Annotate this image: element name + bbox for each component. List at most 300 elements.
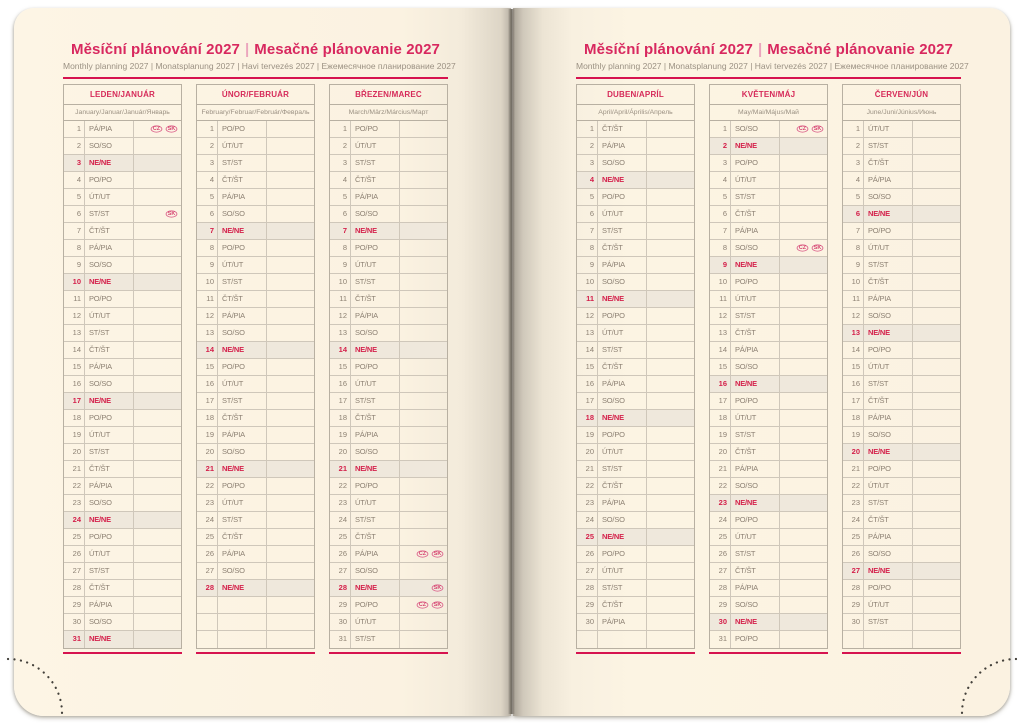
day-number-cell: 12 (710, 308, 731, 324)
notes-cell (780, 495, 827, 511)
day-row (843, 461, 960, 478)
day-row (197, 444, 314, 461)
day-name-cell: SO/SO (731, 121, 780, 137)
day-row (710, 308, 827, 325)
day-number-cell: 10 (843, 274, 864, 290)
day-name-cell: PÁ/PIA (598, 614, 647, 630)
day-number-cell: 28 (64, 580, 85, 596)
day-row (64, 206, 181, 223)
day-number-cell: 16 (577, 376, 598, 392)
day-number-cell: 8 (710, 240, 731, 256)
day-row (197, 495, 314, 512)
day-row (64, 172, 181, 189)
notes-cell (913, 614, 960, 630)
day-name-cell: ČT/ŠT (218, 291, 267, 307)
day-name-cell: SO/SO (85, 376, 134, 392)
day-name-cell: NE/NE (85, 155, 134, 171)
notes-cell (400, 393, 447, 409)
day-name-cell: NE/NE (598, 410, 647, 426)
notes-cell (400, 546, 447, 562)
day-name-cell: ST/ST (731, 308, 780, 324)
day-number-cell: 21 (577, 461, 598, 477)
title-rule (63, 77, 448, 79)
month-column (329, 84, 448, 654)
day-name-cell: ÚT/UT (351, 614, 400, 630)
notes-cell (913, 376, 960, 392)
day-row (843, 393, 960, 410)
notes-cell (913, 393, 960, 409)
day-row (710, 410, 827, 427)
day-number-cell: 22 (577, 478, 598, 494)
notes-cell (400, 172, 447, 188)
notes-cell (400, 274, 447, 290)
notes-cell (134, 614, 181, 630)
day-number-cell: 20 (577, 444, 598, 460)
notes-cell (134, 155, 181, 171)
notes-cell (780, 512, 827, 528)
day-name-cell: PO/PO (351, 478, 400, 494)
day-name-cell: ÚT/UT (351, 257, 400, 273)
day-number-cell: 24 (197, 512, 218, 528)
day-number-cell: 11 (577, 291, 598, 307)
day-name-cell: PO/PO (351, 121, 400, 137)
day-number-cell: 21 (843, 461, 864, 477)
day-name-cell: SO/SO (864, 308, 913, 324)
day-number-cell: 7 (577, 223, 598, 239)
day-row (330, 495, 447, 512)
day-name-cell: SO/SO (731, 359, 780, 375)
day-name-cell: ČT/ŠT (85, 342, 134, 358)
day-name-cell: ÚT/UT (864, 597, 913, 613)
day-name-cell: SO/SO (85, 495, 134, 511)
day-number-cell: 12 (197, 308, 218, 324)
day-name-cell: NE/NE (218, 223, 267, 239)
month-languages: May/Mai/Május/Май (710, 105, 827, 121)
notes-cell (134, 563, 181, 579)
notes-cell (267, 359, 314, 375)
notes-cell (267, 478, 314, 494)
day-row (577, 308, 694, 325)
day-name-cell: PÁ/PIA (85, 240, 134, 256)
day-row (843, 121, 960, 138)
day-name-cell: PO/PO (85, 410, 134, 426)
day-name-cell: ÚT/UT (218, 138, 267, 154)
day-number-cell: 4 (843, 172, 864, 188)
notes-cell (400, 512, 447, 528)
notes-cell (134, 444, 181, 460)
day-row (577, 580, 694, 597)
day-name-cell: ST/ST (351, 512, 400, 528)
notes-cell (134, 376, 181, 392)
notes-cell (913, 478, 960, 494)
notes-cell (134, 597, 181, 613)
notes-cell (134, 172, 181, 188)
day-row (843, 444, 960, 461)
day-number-cell: 23 (710, 495, 731, 511)
day-name-cell: PO/PO (218, 240, 267, 256)
notes-cell (913, 444, 960, 460)
day-row (843, 580, 960, 597)
day-row (843, 257, 960, 274)
day-number-cell: 22 (710, 478, 731, 494)
day-name-cell: ÚT/UT (351, 138, 400, 154)
month-footer-rule (63, 652, 182, 654)
notes-cell (647, 359, 694, 375)
day-name-cell: ČT/ŠT (864, 155, 913, 171)
day-name-cell: SO/SO (218, 563, 267, 579)
holiday-badge-sk-icon: SK (812, 125, 824, 132)
day-name-cell: ČT/ŠT (85, 580, 134, 596)
left-page-content (63, 8, 456, 654)
notes-cell (913, 121, 960, 137)
day-number-cell: 16 (710, 376, 731, 392)
notes-cell (134, 580, 181, 596)
day-row (197, 478, 314, 495)
day-row (710, 512, 827, 529)
notes-cell (780, 546, 827, 562)
notes-cell (913, 206, 960, 222)
day-number-cell: 26 (710, 546, 731, 562)
day-row (710, 274, 827, 291)
day-name-cell: SO/SO (351, 325, 400, 341)
notes-cell (400, 614, 447, 630)
day-row (64, 495, 181, 512)
day-row (197, 325, 314, 342)
day-name-cell: ST/ST (218, 155, 267, 171)
notes-cell (267, 257, 314, 273)
day-number-cell: 20 (330, 444, 351, 460)
day-row (330, 512, 447, 529)
day-name-cell: ST/ST (864, 495, 913, 511)
day-number-cell: 30 (710, 614, 731, 630)
notes-cell (647, 155, 694, 171)
day-name-cell: PÁ/PIA (218, 189, 267, 205)
notes-cell (134, 240, 181, 256)
day-row (577, 172, 694, 189)
notes-cell (780, 172, 827, 188)
day-row (330, 206, 447, 223)
notes-cell (647, 240, 694, 256)
day-number-cell: 27 (197, 563, 218, 579)
notes-cell (400, 291, 447, 307)
day-row (197, 376, 314, 393)
notes-cell (913, 546, 960, 562)
notes-cell (647, 631, 694, 648)
day-row (577, 257, 694, 274)
notes-cell (647, 478, 694, 494)
day-name-cell: PÁ/PIA (85, 478, 134, 494)
day-name-cell: ÚT/UT (218, 376, 267, 392)
notes-cell (267, 393, 314, 409)
day-name-cell: PÁ/PIA (351, 308, 400, 324)
day-row (64, 410, 181, 427)
day-name-cell: ČT/ŠT (351, 529, 400, 545)
day-number-cell: 4 (710, 172, 731, 188)
day-name-cell: PÁ/PIA (598, 257, 647, 273)
day-number-cell: 14 (330, 342, 351, 358)
day-number-cell: 10 (197, 274, 218, 290)
day-number-cell: 11 (197, 291, 218, 307)
day-number-cell: 27 (710, 563, 731, 579)
notes-cell (913, 529, 960, 545)
day-row (843, 529, 960, 546)
day-name-cell: ST/ST (864, 257, 913, 273)
notes-cell (647, 393, 694, 409)
left-page-months (63, 84, 448, 654)
notes-cell (780, 597, 827, 613)
notes-cell (780, 376, 827, 392)
day-row (330, 444, 447, 461)
day-name-cell: ST/ST (598, 342, 647, 358)
day-name-cell: ČT/ŠT (218, 529, 267, 545)
day-number-cell: 8 (197, 240, 218, 256)
page-subtitle: Monthly planning 2027 | Monatsplanung 2027 | Havi tervezés 2027 | Ежемесячное планирование 2027 (576, 61, 969, 71)
day-name-cell: PO/PO (598, 427, 647, 443)
day-row (710, 546, 827, 563)
day-name-cell: ST/ST (218, 393, 267, 409)
day-number-cell: 18 (843, 410, 864, 426)
notes-cell (647, 563, 694, 579)
day-number-cell: 1 (197, 121, 218, 137)
notes-cell (647, 461, 694, 477)
empty-row (577, 631, 694, 648)
right-page-content (576, 8, 969, 654)
day-number-cell: 26 (330, 546, 351, 562)
day-row (843, 223, 960, 240)
day-name-cell: ST/ST (351, 393, 400, 409)
day-row (843, 325, 960, 342)
day-number-cell: 15 (197, 359, 218, 375)
day-row (577, 223, 694, 240)
day-row (710, 597, 827, 614)
month-column (63, 84, 182, 654)
notes-cell (267, 342, 314, 358)
day-name-cell: ČT/ŠT (598, 240, 647, 256)
day-name-cell: NE/NE (218, 461, 267, 477)
notes-cell (647, 529, 694, 545)
day-name-cell: ÚT/UT (598, 325, 647, 341)
holiday-badge-cz-icon: CZ (151, 125, 163, 132)
day-name-cell: ST/ST (731, 427, 780, 443)
day-number-cell: 25 (330, 529, 351, 545)
notes-cell (913, 138, 960, 154)
month-table (329, 84, 448, 649)
notes-cell (400, 563, 447, 579)
day-name-cell: PO/PO (864, 580, 913, 596)
day-name-cell: PÁ/PIA (85, 359, 134, 375)
notes-cell (647, 121, 694, 137)
notes-cell (647, 342, 694, 358)
day-number-cell: 2 (330, 138, 351, 154)
day-number-cell: 28 (710, 580, 731, 596)
notes-cell (647, 274, 694, 290)
day-name-cell: PO/PO (218, 478, 267, 494)
day-row (577, 597, 694, 614)
day-name-cell: SO/SO (731, 478, 780, 494)
day-name-cell: PO/PO (731, 155, 780, 171)
notes-cell (913, 359, 960, 375)
day-name-cell: ČT/ŠT (85, 223, 134, 239)
day-row (843, 155, 960, 172)
notes-cell (913, 155, 960, 171)
month-column (709, 84, 828, 654)
day-number-cell: 5 (330, 189, 351, 205)
holiday-badge-sk-icon: SK (432, 550, 444, 557)
day-number-cell: 7 (64, 223, 85, 239)
month-footer-rule (576, 652, 695, 654)
day-number-cell: 14 (64, 342, 85, 358)
day-row (64, 359, 181, 376)
notes-cell (647, 172, 694, 188)
day-number-cell (843, 631, 864, 648)
page-title (576, 41, 961, 58)
day-name-cell: SO/SO (598, 512, 647, 528)
notes-cell (134, 529, 181, 545)
day-name-cell: ČT/ŠT (598, 478, 647, 494)
page-title-czech: Měsíční plánování 2027 (71, 41, 240, 58)
day-name-cell: SO/SO (731, 597, 780, 613)
day-row (710, 495, 827, 512)
notes-cell (134, 206, 181, 222)
holiday-badge-sk-icon: SK (432, 601, 444, 608)
notes-cell (913, 240, 960, 256)
day-row (330, 376, 447, 393)
day-name-cell: PO/PO (731, 274, 780, 290)
notes-cell (913, 291, 960, 307)
day-number-cell: 21 (197, 461, 218, 477)
day-number-cell: 16 (330, 376, 351, 392)
day-row (330, 529, 447, 546)
day-number-cell: 2 (843, 138, 864, 154)
notes-cell (780, 155, 827, 171)
day-row (710, 614, 827, 631)
day-row (710, 461, 827, 478)
day-number-cell: 17 (710, 393, 731, 409)
day-number-cell: 26 (197, 546, 218, 562)
page-title-slovak: Mesačné plánovanie 2027 (767, 41, 953, 58)
day-number-cell: 23 (64, 495, 85, 511)
holiday-badge-sk-icon: SK (812, 244, 824, 251)
day-name-cell: ČT/ŠT (598, 359, 647, 375)
notes-cell (134, 478, 181, 494)
notes-cell (400, 461, 447, 477)
day-name-cell: NE/NE (864, 206, 913, 222)
day-row (330, 631, 447, 648)
day-row (577, 427, 694, 444)
day-row (577, 614, 694, 631)
notes-cell (400, 529, 447, 545)
day-row (197, 427, 314, 444)
notes-cell (267, 614, 314, 630)
day-name-cell: NE/NE (731, 495, 780, 511)
empty-row (843, 631, 960, 648)
day-row (577, 189, 694, 206)
day-name-cell: SO/SO (351, 563, 400, 579)
day-number-cell: 1 (64, 121, 85, 137)
day-number-cell: 21 (330, 461, 351, 477)
day-number-cell: 10 (710, 274, 731, 290)
day-number-cell: 12 (843, 308, 864, 324)
notes-cell (647, 512, 694, 528)
day-row (197, 546, 314, 563)
notes-cell (267, 495, 314, 511)
day-name-cell: ÚT/UT (598, 563, 647, 579)
day-name-cell: PÁ/PIA (351, 427, 400, 443)
notes-cell (134, 325, 181, 341)
notes-cell (780, 444, 827, 460)
notes-cell (134, 631, 181, 648)
day-row (64, 461, 181, 478)
day-name-cell: ST/ST (218, 512, 267, 528)
notes-cell (913, 580, 960, 596)
day-number-cell: 7 (843, 223, 864, 239)
notes-cell (647, 580, 694, 596)
right-page-months (576, 84, 961, 654)
day-row (710, 563, 827, 580)
day-name-cell: ÚT/UT (85, 189, 134, 205)
day-name-cell: PO/PO (218, 121, 267, 137)
day-number-cell: 2 (64, 138, 85, 154)
notes-cell (780, 529, 827, 545)
day-row (64, 274, 181, 291)
holiday-badge-cz-icon: CZ (797, 125, 809, 132)
day-number-cell: 14 (577, 342, 598, 358)
day-row (64, 155, 181, 172)
day-row (330, 580, 447, 597)
notes-cell (400, 155, 447, 171)
notes-cell (267, 274, 314, 290)
day-number-cell: 30 (64, 614, 85, 630)
day-number-cell: 9 (330, 257, 351, 273)
day-row (330, 172, 447, 189)
day-number-cell: 11 (330, 291, 351, 307)
day-row (330, 546, 447, 563)
day-row (64, 529, 181, 546)
day-number-cell: 20 (843, 444, 864, 460)
day-row (843, 274, 960, 291)
day-number-cell: 6 (64, 206, 85, 222)
day-row (577, 121, 694, 138)
day-name-cell (864, 631, 913, 648)
day-number-cell: 2 (710, 138, 731, 154)
day-number-cell: 19 (330, 427, 351, 443)
day-row (330, 138, 447, 155)
day-row (577, 461, 694, 478)
day-row (843, 240, 960, 257)
day-name-cell: PÁ/PIA (351, 546, 400, 562)
day-name-cell: ČT/ŠT (731, 206, 780, 222)
day-name-cell: PO/PO (85, 291, 134, 307)
day-name-cell: PO/PO (218, 359, 267, 375)
day-row (577, 529, 694, 546)
day-row (577, 512, 694, 529)
day-row (64, 291, 181, 308)
day-row (64, 223, 181, 240)
day-name-cell: PO/PO (598, 546, 647, 562)
day-name-cell: PÁ/PIA (864, 172, 913, 188)
day-row (330, 121, 447, 138)
notes-cell (913, 172, 960, 188)
day-row (710, 172, 827, 189)
day-number-cell: 13 (330, 325, 351, 341)
notes-cell (400, 597, 447, 613)
day-number-cell: 25 (197, 529, 218, 545)
notes-cell (913, 461, 960, 477)
day-name-cell: ST/ST (864, 376, 913, 392)
notes-cell (267, 410, 314, 426)
notes-cell (647, 138, 694, 154)
day-row (64, 478, 181, 495)
